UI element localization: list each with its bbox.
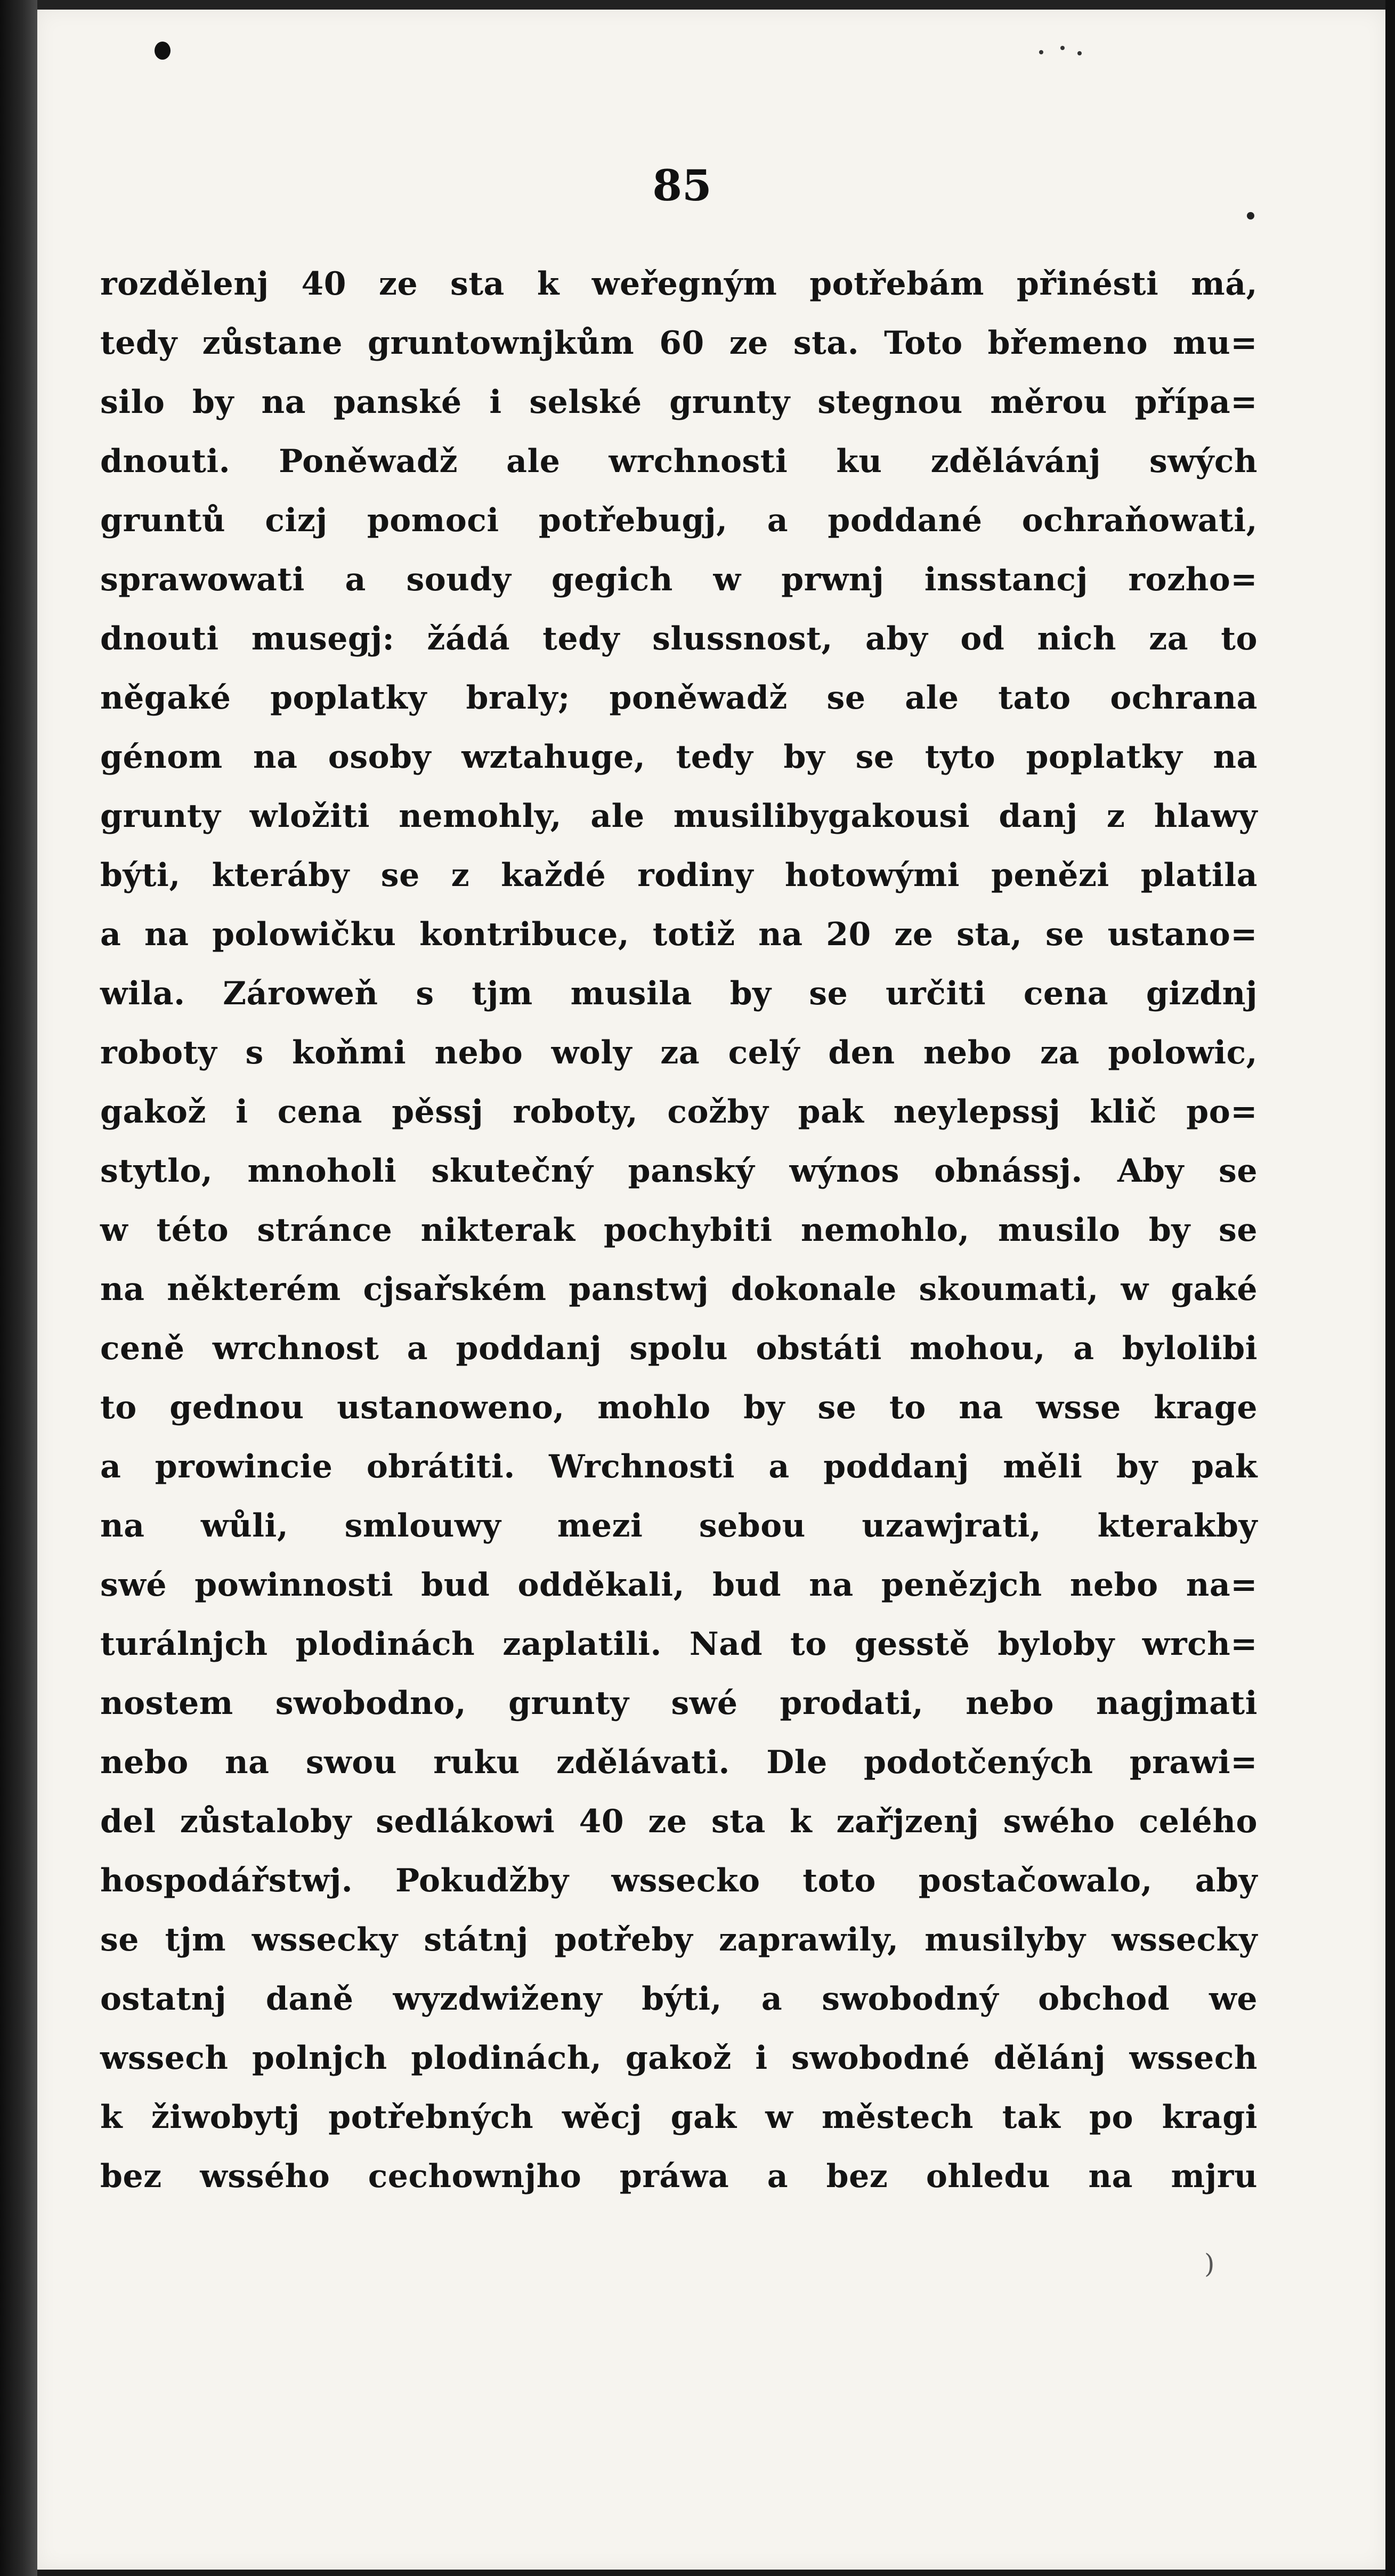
scan-left-border: [0, 0, 37, 2576]
scan-right-border: [1385, 0, 1395, 2576]
text-line: tedy zůstane gruntownjkům 60 ze sta. Toto břemeno mu=: [100, 324, 1258, 362]
margin-mark: ): [1204, 2248, 1215, 2279]
text-line: na wůli, smlouwy mezi sebou uzawjrati, kterakby: [100, 1507, 1258, 1545]
text-line: gruntů cizj pomoci potřebugj, a poddané ochraňowati,: [100, 502, 1258, 539]
ink-specks: [1039, 46, 1087, 56]
text-line: býti, kteráby se z každé rodiny hotowými penězi platila: [100, 857, 1258, 894]
text-line: nebo na swou ruku zdělávati. Dle podotčených prawi=: [100, 1744, 1258, 1781]
text-line: hospodářstwj. Pokudžby wssecko toto postačowalo, aby: [100, 1862, 1258, 1899]
text-line: ceně wrchnost a poddanj spolu obstáti mohou, a bylolibi: [100, 1330, 1258, 1367]
text-line: a na polowičku kontribuce, totiž na 20 ze sta, se ustano=: [100, 916, 1258, 953]
text-line: del zůstaloby sedlákowi 40 ze sta k zařjzenj swého celého: [100, 1803, 1258, 1840]
body-text: [100, 255, 1258, 2206]
text-line: w této stránce nikterak pochybiti nemohlo, musilo by se: [100, 1212, 1258, 1249]
ink-speck: [1247, 212, 1254, 220]
text-line: ostatnj daně wyzdwiženy býti, a swobodný obchod we: [100, 1980, 1258, 2018]
text-line: swé powinnosti bud odděkali, bud na penězjch nebo na=: [100, 1566, 1258, 1604]
text-line: a prowincie obrátiti. Wrchnosti a poddanj měli by pak: [100, 1448, 1258, 1485]
text-line: bez wssého cechownjho práwa a bez ohledu na mjru: [100, 2158, 1258, 2195]
text-line: wila. Zároweň s tjm musila by se určiti cena gizdnj: [100, 975, 1258, 1012]
text-line: dnouti. Poněwadž ale wrchnosti ku zdělávánj swých: [100, 443, 1258, 480]
text-line: stytlo, mnoholi skutečný panský wýnos obnássj. Aby se: [100, 1152, 1258, 1190]
ink-dot: [155, 42, 171, 60]
text-line: k žiwobytj potřebných wěcj gak w městech tak po kragi: [100, 2099, 1258, 2136]
text-line: turálnjch plodinách zaplatili. Nad to gesstě byloby wrch=: [100, 1626, 1258, 1663]
text-line: nostem swobodno, grunty swé prodati, nebo nagjmati: [100, 1685, 1258, 1722]
text-line: grunty wložiti nemohly, ale musilibygakousi danj z hlawy: [100, 798, 1258, 835]
text-line: silo by na panské i selské grunty stegnou měrou přípa=: [100, 384, 1258, 421]
text-line: génom na osoby wztahuge, tedy by se tyto poplatky na: [100, 738, 1258, 776]
text-line: roboty s koňmi nebo woly za celý den nebo za polowic,: [100, 1034, 1258, 1071]
scan-top-border: [0, 0, 1395, 10]
text-line: gakož i cena pěssj roboty, cožby pak neylepssj klič po=: [100, 1093, 1258, 1131]
text-line: něgaké poplatky braly; poněwadž se ale tato ochrana: [100, 679, 1258, 717]
page-number: 85: [652, 160, 712, 210]
text-line: na některém cjsařském panstwj dokonale skoumati, w gaké: [100, 1271, 1258, 1308]
text-line: wssech polnjch plodinách, gakož i swobodné dělánj wssech: [100, 2039, 1258, 2077]
text-line: sprawowati a soudy gegich w prwnj insstancj rozho=: [100, 561, 1258, 598]
text-line: dnouti musegj: žádá tedy slussnost, aby od nich za to: [100, 620, 1258, 657]
text-line: to gednou ustanoweno, mohlo by se to na wsse krage: [100, 1389, 1258, 1426]
text-line: rozdělenj 40 ze sta k weřegným potřebám přinésti má,: [100, 265, 1258, 303]
text-line: se tjm wssecky státnj potřeby zaprawily, musilyby wssecky: [100, 1921, 1258, 1959]
